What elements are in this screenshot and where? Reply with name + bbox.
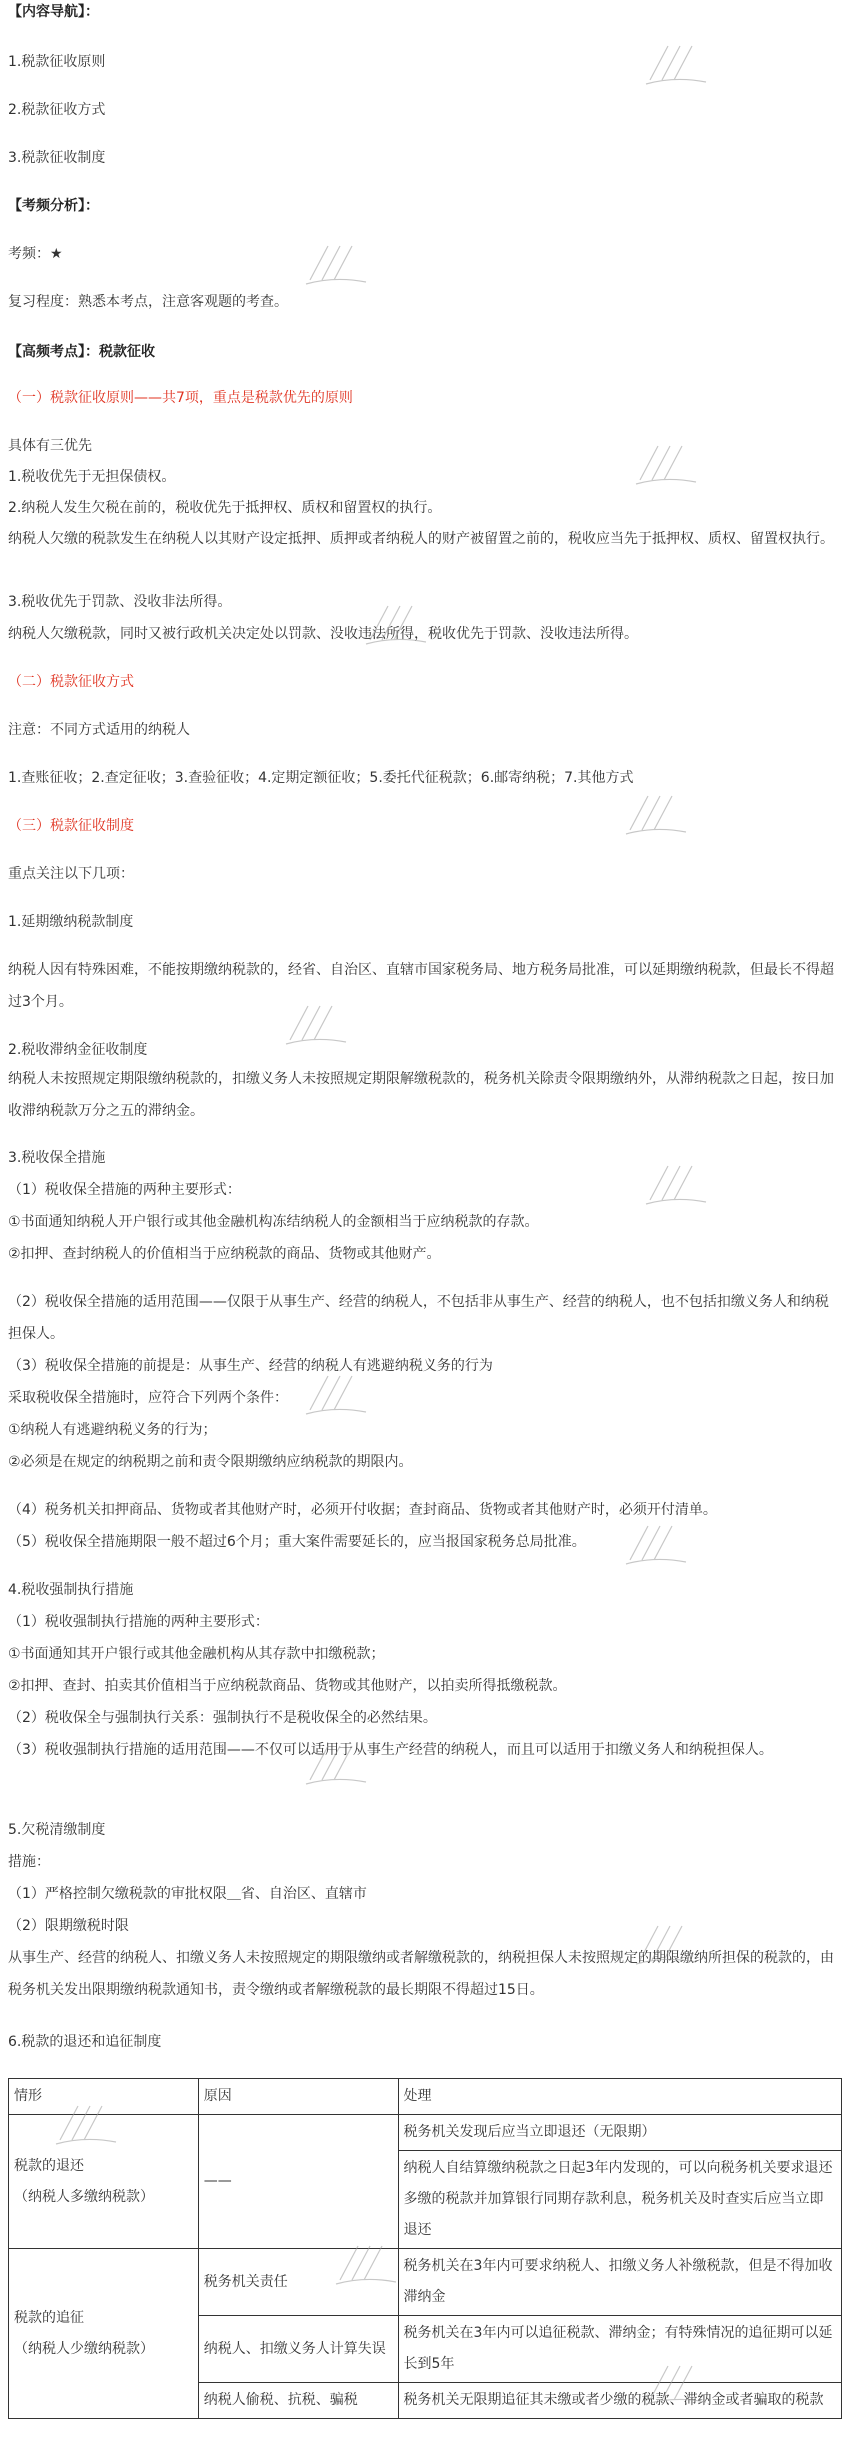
rule-4-a: （1）税收强制执行措施的两种主要形式： [8,1614,269,1630]
frequency-text: 考频：★ [8,246,63,262]
rule-3-e: （5）税收保全措施期限一般不超过6个月；重大案件需要延长的，应当报国家税务总局批准。 [8,1534,586,1550]
recover-handle-1: 税务机关在3年内可要求纳税人、扣缴义务人补缴税款，但是不得加收滞纳金 [398,2249,841,2316]
watermark-icon [630,440,700,488]
watermark-icon [630,1920,700,1968]
s3-intro: 重点关注以下几项： [8,866,134,882]
rule-3-c: （3）税收保全措施的前提是：从事生产、经营的纳税人有逃避纳税义务的行为 [8,1358,493,1374]
rule-3-title: 3.税收保全措施 [8,1150,106,1166]
watermark-icon [620,1520,690,1568]
nav-item-1: 1.税款征收原则 [8,54,106,70]
section-2-title: （二）税款征收方式 [8,674,134,690]
rule-2-text: 纳税人未按照规定期限缴纳税款的，扣缴义务人未按照规定期限解缴税款的，税务机关除责令限期缴纳外，从滞纳税款之日起，按日加收滞纳税款万分之五的滞纳金。 [8,1071,834,1119]
recover-reason-2: 纳税人、扣缴义务人计算失误 [198,2316,398,2383]
table-header-row [9,2079,842,2115]
refund-reason: —— [198,2115,398,2249]
s1-p2: 2.纳税人发生欠税在前的，税收优先于抵押权、质权和留置权的执行。 [8,500,442,516]
rule-1-title: 1.延期缴纳税款制度 [8,914,134,930]
nav-heading: 【内容导航】： [8,4,99,20]
refund-handle-1: 税务机关发现后应当立即退还（无限期） [398,2115,841,2151]
s1-p4: 3.税收优先于罚款、没收非法所得。 [8,594,232,610]
rule-3-d: （4）税务机关扣押商品、货物或者其他财产时，必须开付收据；查封商品、货物或者其他财产时，必须开付清单。 [8,1502,717,1518]
review-text: 复习程度：熟悉本考点，注意客观题的考查。 [8,294,288,310]
rule-6-title: 6.税款的退还和追征制度 [8,2034,162,2050]
watermark-icon [640,2360,710,2408]
rule-4-title: 4.税收强制执行措施 [8,1582,134,1598]
rule-4-a1: ①书面通知其开户银行或其他金融机构从其存款中扣缴税款； [8,1646,385,1662]
recover-handle-2: 税务机关在3年内可以追征税款、滞纳金；有特殊情况的追征期可以延长到5年 [398,2316,841,2383]
s2-list: 1.查账征收；2.查定征收；3.查验征收；4.定期定额征收；5.委托代征税款；6.邮寄纳税；7.其他方式 [8,770,634,786]
rule-3-c2: ②必须是在规定的纳税期之前和责令限期缴纳应纳税款的期限内。 [8,1454,413,1470]
recover-reason-1: 税务机关责任 [198,2249,398,2316]
table-row [9,2249,842,2316]
recover-label: 税款的追征 [14,2309,84,2326]
header-handling: 处理 [398,2079,841,2115]
refund-handle-2: 纳税人自结算缴纳税款之日起3年内发现的，可以向税务机关要求退还多缴的税款并加算银行同期存款利息，税务机关及时查实后应当立即退还 [398,2151,841,2249]
nav-item-2: 2.税款征收方式 [8,102,106,118]
section-1-title: （一）税款征收原则——共7项，重点是税款优先的原则 [8,390,353,406]
rule-5-text: 从事生产、经营的纳税人、扣缴义务人未按照规定的期限缴纳或者解缴税款的，纳税担保人未按照规定的期限缴纳所担保的税款的，由税务机关发出限期缴纳税款通知书，责令缴纳或者解缴税款的最长期限不得超过15日。 [8,1950,834,1998]
recover-reason-3: 纳税人偷税、抗税、骗税 [198,2383,398,2419]
hot-heading: 【高频考点】：税款征收 [8,344,155,360]
watermark-icon [640,40,710,88]
watermark-icon [300,1370,370,1418]
rule-3-a: （1）税收保全措施的两种主要形式： [8,1182,241,1198]
watermark-icon [330,2240,400,2288]
rule-3-a1: ①书面通知纳税人开户银行或其他金融机构冻结纳税人的金额相当于应纳税款的存款。 [8,1214,539,1230]
rule-5-a1: （1）严格控制欠缴税款的审批权限＿省、自治区、直辖市 [8,1886,367,1902]
rule-5-title: 5.欠税清缴制度 [8,1822,106,1838]
recover-cell [9,2249,199,2419]
refund-sub: （纳税人多缴纳税款） [14,2188,154,2205]
section-3-title: （三）税款征收制度 [8,818,134,834]
watermark-icon [640,1160,710,1208]
recover-sub: （纳税人少缴纳税款） [14,2340,154,2357]
rule-5-a2: （2）限期缴税时限 [8,1918,129,1934]
s1-p3: 纳税人欠缴的税款发生在纳税人以其财产设定抵押、质押或者纳税人的财产被留置之前的，税收应当先于抵押权、质权、留置权执行。 [8,531,834,547]
watermark-icon [620,790,690,838]
rule-1-text: 纳税人因有特殊困难，不能按期缴纳税款的，经省、自治区、直辖市国家税务局、地方税务局批准，可以延期缴纳税款，但最长不得超过3个月。 [8,962,834,1010]
recover-handle-3: 税务机关无限期追征其未缴或者少缴的税款、滞纳金或者骗取的税款 [398,2383,841,2419]
s2-note: 注意：不同方式适用的纳税人 [8,722,190,738]
watermark-icon [300,1740,370,1788]
s1-intro: 具体有三优先 [8,438,92,454]
refund-label: 税款的退还 [14,2157,84,2174]
nav-item-3: 3.税款征收制度 [8,150,106,166]
watermark-icon [360,600,430,648]
rule-4-a2: ②扣押、查封、拍卖其价值相当于应纳税款商品、货物或其他财产，以拍卖所得抵缴税款。 [8,1678,567,1694]
rule-4-c: （3）税收强制执行措施的适用范围——不仅可以适用于从事生产经营的纳税人，而且可以适用于扣缴义务人和纳税担保人。 [8,1742,773,1758]
header-situation: 情形 [9,2079,199,2115]
analysis-heading: 【考频分析】： [8,198,99,214]
table-row [9,2115,842,2151]
watermark-icon [280,1000,350,1048]
watermark-icon [300,240,370,288]
refund-recovery-table [8,2078,842,2419]
rule-3-a2: ②扣押、查封纳税人的价值相当于应纳税款的商品、货物或其他财产。 [8,1246,441,1262]
s1-p1: 1.税收优先于无担保债权。 [8,469,176,485]
rule-3-c0: 采取税收保全措施时，应符合下列两个条件： [8,1390,288,1406]
rule-2-title: 2.税收滞纳金征收制度 [8,1042,148,1058]
s1-p5: 纳税人欠缴税款，同时又被行政机关决定处以罚款、没收违法所得，税收优先于罚款、没收违法所得。 [8,626,638,642]
rule-4-b: （2）税收保全与强制执行关系：强制执行不是税收保全的必然结果。 [8,1710,437,1726]
watermark-icon [50,2100,120,2148]
rule-3-c1: ①纳税人有逃避纳税义务的行为； [8,1422,217,1438]
rule-5-a: 措施： [8,1854,50,1870]
rule-3-b: （2）税收保全措施的适用范围——仅限于从事生产、经营的纳税人，不包括非从事生产、经营的纳税人，也不包括扣缴义务人和纳税担保人。 [8,1294,829,1342]
header-reason: 原因 [198,2079,398,2115]
